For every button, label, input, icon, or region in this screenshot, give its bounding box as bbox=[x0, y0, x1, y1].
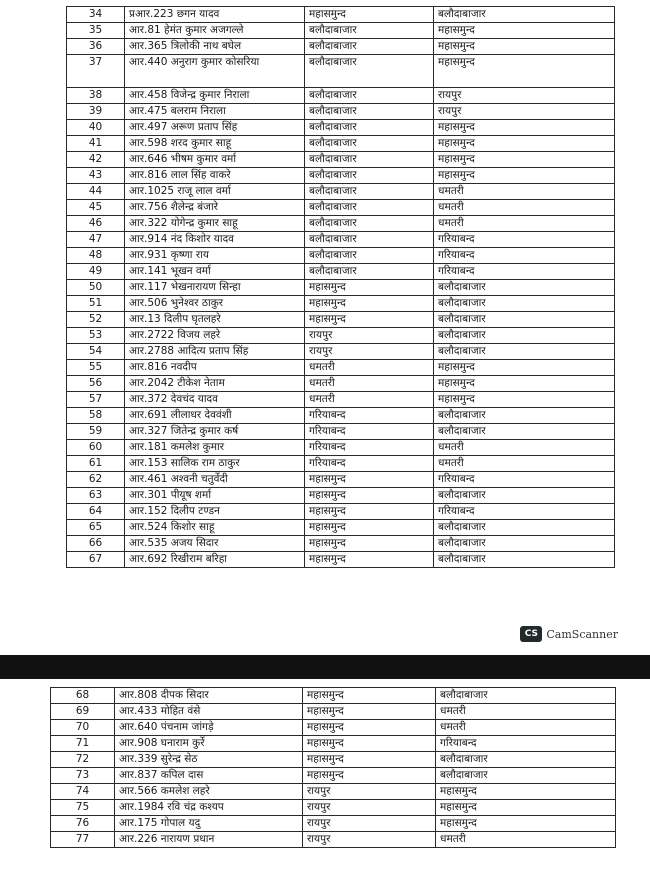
table-row bbox=[51, 832, 616, 848]
serial-number-cell: 34 bbox=[67, 7, 125, 23]
serial-number-cell: 63 bbox=[67, 488, 125, 504]
name-cell: आर.808 दीपक सिदार bbox=[115, 688, 303, 704]
table-row bbox=[67, 280, 615, 296]
serial-number-cell: 72 bbox=[51, 752, 115, 768]
table-row bbox=[67, 200, 615, 216]
table-row bbox=[51, 768, 616, 784]
serial-number-cell: 47 bbox=[67, 232, 125, 248]
current-posting-cell: महासमुन्द bbox=[305, 536, 434, 552]
current-posting-cell: बलौदाबाजार bbox=[305, 248, 434, 264]
new-posting-cell: बलौदाबाजार bbox=[436, 752, 616, 768]
current-posting-cell: गरियाबन्द bbox=[305, 408, 434, 424]
table-row bbox=[67, 264, 615, 280]
serial-number-cell: 66 bbox=[67, 536, 125, 552]
table-row bbox=[67, 55, 615, 88]
serial-number-cell: 77 bbox=[51, 832, 115, 848]
table-row bbox=[67, 136, 615, 152]
name-cell: आर.566 कमलेश लहरे bbox=[115, 784, 303, 800]
new-posting-cell: महासमुन्द bbox=[434, 152, 615, 168]
new-posting-cell: गरियाबन्द bbox=[434, 232, 615, 248]
table-row bbox=[51, 752, 616, 768]
serial-number-cell: 51 bbox=[67, 296, 125, 312]
current-posting-cell: रायपुर bbox=[305, 344, 434, 360]
table-row bbox=[67, 168, 615, 184]
new-posting-cell: गरियाबन्द bbox=[434, 504, 615, 520]
new-posting-cell: बलौदाबाजार bbox=[436, 768, 616, 784]
current-posting-cell: बलौदाबाजार bbox=[305, 39, 434, 55]
table-row bbox=[51, 736, 616, 752]
serial-number-cell: 69 bbox=[51, 704, 115, 720]
serial-number-cell: 60 bbox=[67, 440, 125, 456]
current-posting-cell: बलौदाबाजार bbox=[305, 200, 434, 216]
table-row bbox=[51, 688, 616, 704]
new-posting-cell: बलौदाबाजार bbox=[434, 536, 615, 552]
new-posting-cell: महासमुन्द bbox=[434, 360, 615, 376]
serial-number-cell: 75 bbox=[51, 800, 115, 816]
new-posting-cell: महासमुन्द bbox=[436, 784, 616, 800]
current-posting-cell: महासमुन्द bbox=[305, 7, 434, 23]
name-cell: आर.756 शैलेन्द्र बंजारे bbox=[125, 200, 305, 216]
name-cell: प्रआर.223 छगन यादव bbox=[125, 7, 305, 23]
serial-number-cell: 36 bbox=[67, 39, 125, 55]
table-row bbox=[67, 248, 615, 264]
name-cell: आर.598 शरद कुमार साहू bbox=[125, 136, 305, 152]
name-cell: आर.475 बलराम निराला bbox=[125, 104, 305, 120]
name-cell: आर.2042 टीकेश नेताम bbox=[125, 376, 305, 392]
table-row bbox=[51, 784, 616, 800]
new-posting-cell: महासमुन्द bbox=[434, 39, 615, 55]
table-row bbox=[67, 344, 615, 360]
current-posting-cell: बलौदाबाजार bbox=[305, 136, 434, 152]
new-posting-cell: महासमुन्द bbox=[434, 136, 615, 152]
table-row bbox=[67, 376, 615, 392]
name-cell: आर.646 भीषम कुमार वर्मा bbox=[125, 152, 305, 168]
camscanner-text: CamScanner bbox=[546, 627, 618, 641]
table-row bbox=[67, 7, 615, 23]
table-row bbox=[67, 216, 615, 232]
serial-number-cell: 76 bbox=[51, 816, 115, 832]
name-cell: आर.931 कृष्णा राय bbox=[125, 248, 305, 264]
serial-number-cell: 58 bbox=[67, 408, 125, 424]
serial-number-cell: 73 bbox=[51, 768, 115, 784]
serial-number-cell: 65 bbox=[67, 520, 125, 536]
new-posting-cell: बलौदाबाजार bbox=[434, 312, 615, 328]
new-posting-cell: बलौदाबाजार bbox=[434, 344, 615, 360]
name-cell: आर.1984 रवि चंद्र कश्यप bbox=[115, 800, 303, 816]
current-posting-cell: महासमुन्द bbox=[303, 688, 436, 704]
current-posting-cell: बलौदाबाजार bbox=[305, 168, 434, 184]
serial-number-cell: 53 bbox=[67, 328, 125, 344]
name-cell: आर.506 भुनेश्वर ठाकुर bbox=[125, 296, 305, 312]
serial-number-cell: 70 bbox=[51, 720, 115, 736]
new-posting-cell: महासमुन्द bbox=[434, 168, 615, 184]
name-cell: आर.152 दिलीप टण्डन bbox=[125, 504, 305, 520]
table-row bbox=[67, 360, 615, 376]
new-posting-cell: धमतरी bbox=[436, 832, 616, 848]
new-posting-cell: बलौदाबाजार bbox=[434, 328, 615, 344]
table-row bbox=[67, 520, 615, 536]
serial-number-cell: 62 bbox=[67, 472, 125, 488]
current-posting-cell: बलौदाबाजार bbox=[305, 232, 434, 248]
new-posting-cell: गरियाबन्द bbox=[434, 248, 615, 264]
current-posting-cell: महासमुन्द bbox=[303, 704, 436, 720]
current-posting-cell: रायपुर bbox=[303, 832, 436, 848]
name-cell: आर.535 अजय सिदार bbox=[125, 536, 305, 552]
current-posting-cell: रायपुर bbox=[303, 816, 436, 832]
serial-number-cell: 45 bbox=[67, 200, 125, 216]
name-cell: आर.461 अश्वनी चतुर्वेदी bbox=[125, 472, 305, 488]
name-cell: आर.433 मोहित वंसे bbox=[115, 704, 303, 720]
serial-number-cell: 44 bbox=[67, 184, 125, 200]
name-cell: आर.908 घनाराम कुर्रे bbox=[115, 736, 303, 752]
table-row bbox=[51, 800, 616, 816]
name-cell: आर.141 भूखन वर्मा bbox=[125, 264, 305, 280]
new-posting-cell: बलौदाबाजार bbox=[436, 688, 616, 704]
table-row bbox=[67, 39, 615, 55]
name-cell: आर.372 देवचंद यादव bbox=[125, 392, 305, 408]
name-cell: आर.692 रिखीराम बरिहा bbox=[125, 552, 305, 568]
new-posting-cell: बलौदाबाजार bbox=[434, 7, 615, 23]
serial-number-cell: 48 bbox=[67, 248, 125, 264]
serial-number-cell: 64 bbox=[67, 504, 125, 520]
name-cell: आर.339 सुरेन्द्र सेठ bbox=[115, 752, 303, 768]
current-posting-cell: महासमुन्द bbox=[303, 752, 436, 768]
name-cell: आर.13 दिलीप घृतलहरे bbox=[125, 312, 305, 328]
current-posting-cell: महासमुन्द bbox=[305, 280, 434, 296]
new-posting-cell: गरियाबन्द bbox=[434, 472, 615, 488]
serial-number-cell: 35 bbox=[67, 23, 125, 39]
current-posting-cell: महासमुन्द bbox=[305, 552, 434, 568]
current-posting-cell: बलौदाबाजार bbox=[305, 88, 434, 104]
table-row bbox=[67, 408, 615, 424]
serial-number-cell: 40 bbox=[67, 120, 125, 136]
current-posting-cell: गरियाबन्द bbox=[305, 456, 434, 472]
camscanner-logo-icon: CS bbox=[520, 626, 542, 642]
table-row bbox=[67, 232, 615, 248]
name-cell: आर.458 विजेन्द्र कुमार निराला bbox=[125, 88, 305, 104]
current-posting-cell: महासमुन्द bbox=[305, 504, 434, 520]
current-posting-cell: महासमुन्द bbox=[305, 296, 434, 312]
name-cell: आर.914 नंद किशोर यादव bbox=[125, 232, 305, 248]
serial-number-cell: 52 bbox=[67, 312, 125, 328]
table-row bbox=[51, 720, 616, 736]
transfer-table-2 bbox=[50, 687, 616, 848]
current-posting-cell: बलौदाबाजार bbox=[305, 216, 434, 232]
table-row bbox=[67, 504, 615, 520]
new-posting-cell: धमतरी bbox=[436, 720, 616, 736]
new-posting-cell: रायपुर bbox=[434, 104, 615, 120]
name-cell: आर.524 किशोर साहू bbox=[125, 520, 305, 536]
serial-number-cell: 67 bbox=[67, 552, 125, 568]
current-posting-cell: बलौदाबाजार bbox=[305, 104, 434, 120]
table-row bbox=[67, 296, 615, 312]
new-posting-cell: रायपुर bbox=[434, 88, 615, 104]
table-row bbox=[67, 424, 615, 440]
new-posting-cell: महासमुन्द bbox=[434, 55, 615, 88]
serial-number-cell: 37 bbox=[67, 55, 125, 88]
name-cell: आर.322 योगेन्द्र कुमार साहू bbox=[125, 216, 305, 232]
name-cell: आर.81 हेमंत कुमार अजगल्ले bbox=[125, 23, 305, 39]
table-row bbox=[67, 104, 615, 120]
new-posting-cell: गरियाबन्द bbox=[434, 264, 615, 280]
current-posting-cell: गरियाबन्द bbox=[305, 424, 434, 440]
current-posting-cell: महासमुन्द bbox=[303, 768, 436, 784]
serial-number-cell: 39 bbox=[67, 104, 125, 120]
current-posting-cell: महासमुन्द bbox=[303, 736, 436, 752]
serial-number-cell: 41 bbox=[67, 136, 125, 152]
current-posting-cell: धमतरी bbox=[305, 376, 434, 392]
serial-number-cell: 38 bbox=[67, 88, 125, 104]
current-posting-cell: गरियाबन्द bbox=[305, 440, 434, 456]
name-cell: आर.837 कपिल दास bbox=[115, 768, 303, 784]
table-row bbox=[67, 152, 615, 168]
serial-number-cell: 71 bbox=[51, 736, 115, 752]
new-posting-cell: बलौदाबाजार bbox=[434, 408, 615, 424]
current-posting-cell: बलौदाबाजार bbox=[305, 120, 434, 136]
name-cell: आर.816 लाल सिंह वाकरे bbox=[125, 168, 305, 184]
serial-number-cell: 49 bbox=[67, 264, 125, 280]
serial-number-cell: 50 bbox=[67, 280, 125, 296]
serial-number-cell: 68 bbox=[51, 688, 115, 704]
name-cell: आर.175 गोपाल यदु bbox=[115, 816, 303, 832]
new-posting-cell: धमतरी bbox=[434, 456, 615, 472]
table-row bbox=[67, 184, 615, 200]
transfer-table-1 bbox=[66, 6, 615, 568]
current-posting-cell: महासमुन्द bbox=[305, 488, 434, 504]
name-cell: आर.816 नवदीप bbox=[125, 360, 305, 376]
current-posting-cell: धमतरी bbox=[305, 360, 434, 376]
new-posting-cell: बलौदाबाजार bbox=[434, 296, 615, 312]
name-cell: आर.327 जितेन्द्र कुमार कर्ष bbox=[125, 424, 305, 440]
new-posting-cell: महासमुन्द bbox=[434, 23, 615, 39]
table-row bbox=[67, 328, 615, 344]
new-posting-cell: बलौदाबाजार bbox=[434, 280, 615, 296]
name-cell: आर.1025 राजू लाल वर्मा bbox=[125, 184, 305, 200]
new-posting-cell: महासमुन्द bbox=[434, 392, 615, 408]
current-posting-cell: बलौदाबाजार bbox=[305, 152, 434, 168]
serial-number-cell: 46 bbox=[67, 216, 125, 232]
serial-number-cell: 56 bbox=[67, 376, 125, 392]
current-posting-cell: महासमुन्द bbox=[305, 472, 434, 488]
new-posting-cell: धमतरी bbox=[434, 216, 615, 232]
new-posting-cell: धमतरी bbox=[434, 440, 615, 456]
new-posting-cell: महासमुन्द bbox=[436, 800, 616, 816]
name-cell: आर.440 अनुराग कुमार कोसरिया bbox=[125, 55, 305, 88]
new-posting-cell: महासमुन्द bbox=[436, 816, 616, 832]
current-posting-cell: बलौदाबाजार bbox=[305, 184, 434, 200]
current-posting-cell: रायपुर bbox=[303, 800, 436, 816]
serial-number-cell: 42 bbox=[67, 152, 125, 168]
table-row bbox=[67, 488, 615, 504]
new-posting-cell: धमतरी bbox=[436, 704, 616, 720]
new-posting-cell: बलौदाबाजार bbox=[434, 488, 615, 504]
table-row bbox=[51, 704, 616, 720]
new-posting-cell: बलौदाबाजार bbox=[434, 424, 615, 440]
table-row bbox=[67, 23, 615, 39]
new-posting-cell: बलौदाबाजार bbox=[434, 520, 615, 536]
new-posting-cell: धमतरी bbox=[434, 200, 615, 216]
new-posting-cell: बलौदाबाजार bbox=[434, 552, 615, 568]
new-posting-cell: महासमुन्द bbox=[434, 376, 615, 392]
table-row bbox=[67, 392, 615, 408]
name-cell: आर.301 पीयूष शर्मा bbox=[125, 488, 305, 504]
serial-number-cell: 57 bbox=[67, 392, 125, 408]
new-posting-cell: गरियाबन्द bbox=[436, 736, 616, 752]
current-posting-cell: महासमुन्द bbox=[305, 312, 434, 328]
table-row bbox=[51, 816, 616, 832]
new-posting-cell: धमतरी bbox=[434, 184, 615, 200]
table-row bbox=[67, 472, 615, 488]
name-cell: आर.2788 आदित्य प्रताप सिंह bbox=[125, 344, 305, 360]
current-posting-cell: महासमुन्द bbox=[303, 720, 436, 736]
table-row bbox=[67, 312, 615, 328]
current-posting-cell: महासमुन्द bbox=[305, 520, 434, 536]
name-cell: आर.117 भेखनारायण सिन्हा bbox=[125, 280, 305, 296]
table-row bbox=[67, 88, 615, 104]
serial-number-cell: 54 bbox=[67, 344, 125, 360]
serial-number-cell: 59 bbox=[67, 424, 125, 440]
name-cell: आर.640 पंचनाम जांगड़े bbox=[115, 720, 303, 736]
table-row bbox=[67, 552, 615, 568]
scanned-page-2 bbox=[0, 679, 650, 888]
current-posting-cell: बलौदाबाजार bbox=[305, 55, 434, 88]
current-posting-cell: धमतरी bbox=[305, 392, 434, 408]
name-cell: आर.153 सालिक राम ठाकुर bbox=[125, 456, 305, 472]
name-cell: आर.2722 विजय लहरे bbox=[125, 328, 305, 344]
new-posting-cell: महासमुन्द bbox=[434, 120, 615, 136]
table-row bbox=[67, 456, 615, 472]
serial-number-cell: 61 bbox=[67, 456, 125, 472]
name-cell: आर.226 नारायण प्रधान bbox=[115, 832, 303, 848]
name-cell: आर.365 त्रिलोकी नाथ बघेल bbox=[125, 39, 305, 55]
name-cell: आर.497 अरूण प्रताप सिंह bbox=[125, 120, 305, 136]
current-posting-cell: रायपुर bbox=[303, 784, 436, 800]
name-cell: आर.691 लीलाधर देववंशी bbox=[125, 408, 305, 424]
serial-number-cell: 43 bbox=[67, 168, 125, 184]
serial-number-cell: 55 bbox=[67, 360, 125, 376]
current-posting-cell: बलौदाबाजार bbox=[305, 264, 434, 280]
table-row bbox=[67, 536, 615, 552]
page-separator bbox=[0, 655, 650, 679]
current-posting-cell: रायपुर bbox=[305, 328, 434, 344]
camscanner-watermark bbox=[520, 626, 618, 642]
serial-number-cell: 74 bbox=[51, 784, 115, 800]
name-cell: आर.181 कमलेश कुमार bbox=[125, 440, 305, 456]
table-row bbox=[67, 120, 615, 136]
current-posting-cell: बलौदाबाजार bbox=[305, 23, 434, 39]
table-row bbox=[67, 440, 615, 456]
